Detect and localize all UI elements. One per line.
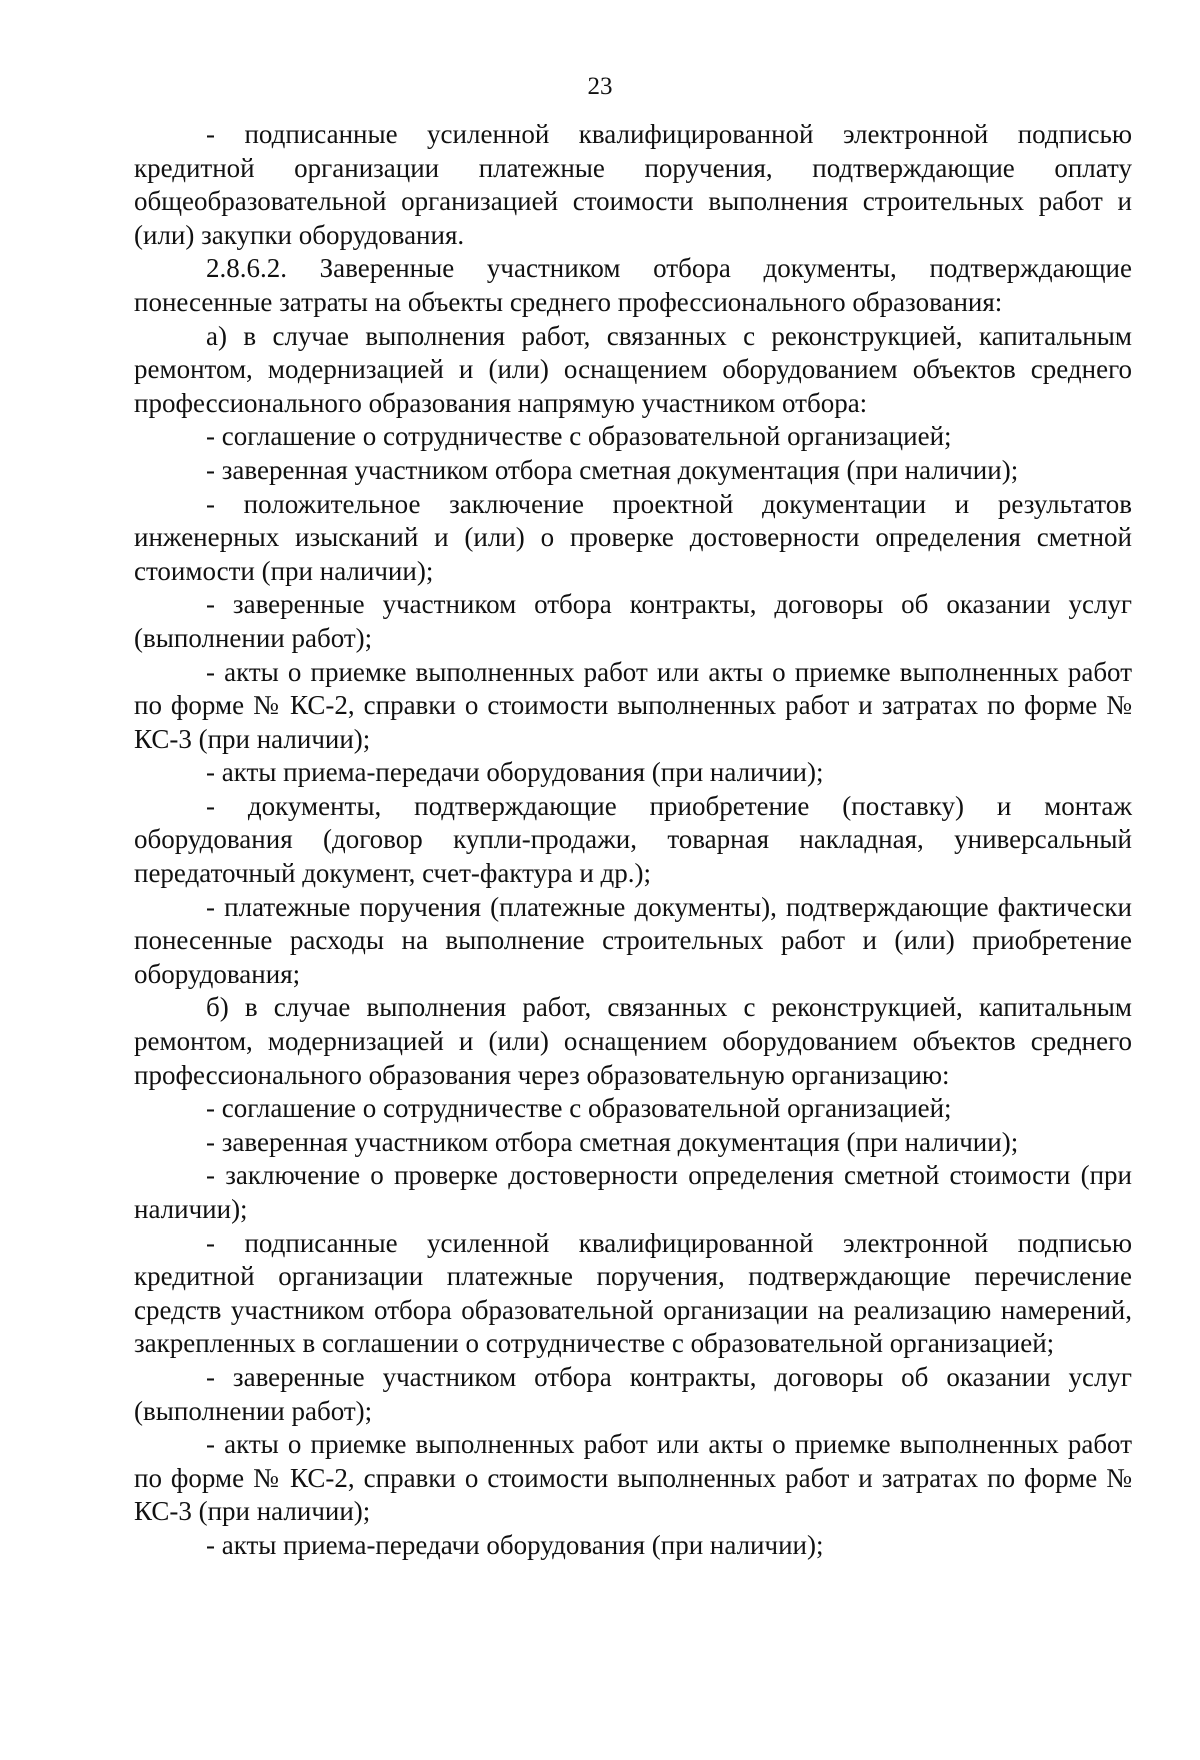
list-item-signed-payment-orders-b: - подписанные усиленной квалифицированной электронной подписью кредитной организации платежные поручения, подтверждающие перечисление средств участником отбора образовательной организации на реализацию намерений, закрепленных в соглашении о сотрудничестве с образовательной организацией; xyxy=(134,1227,1132,1359)
list-item-estimate-verification-b: - заключение о проверке достоверности определения сметной стоимости (при наличии); xyxy=(134,1160,1132,1224)
paragraph-section-2-8-6-2: 2.8.6.2. Заверенные участником отбора документы, подтверждающие понесенные затраты на объекты среднего профессионального образования: xyxy=(134,253,1132,317)
list-item-contracts-b: - заверенные участником отбора контракты, договоры об оказании услуг (выполнении работ); xyxy=(134,1361,1132,1426)
document-body xyxy=(134,118,1132,1563)
list-item-acceptance-acts: - акты о приемке выполненных работ или акты о приемке выполненных работ по форме № КС-2, справки о стоимости выполненных работ и затратах по форме № КС-3 (при наличии); xyxy=(134,656,1132,754)
list-item-estimate-documentation-b: - заверенная участником отбора сметная документация (при наличии); xyxy=(206,1126,1019,1157)
paragraph-case-b-through-organization: б) в случае выполнения работ, связанных с реконструкцией, капитальным ремонтом, модернизацией и (или) оснащением оборудованием объектов среднего профессионального образования через образовательную организацию: xyxy=(134,992,1132,1090)
list-item-equipment-transfer-acts: - акты приема-передачи оборудования (при наличии); xyxy=(206,757,824,788)
paragraph-case-a-direct: а) в случае выполнения работ, связанных с реконструкцией, капитальным ремонтом, модернизацией и (или) оснащением оборудованием объектов среднего профессионального образования напрямую участником отбора: xyxy=(134,320,1132,418)
list-item-cooperation-agreement-b: - соглашение о сотрудничестве с образовательной организацией; xyxy=(206,1093,952,1124)
list-item-positive-expert-conclusion: - положительное заключение проектной документации и результатов инженерных изысканий и (или) о проверке достоверности определения сметной стоимости (при наличии); xyxy=(134,488,1132,586)
paragraph-signed-payment-orders-general: - подписанные усиленной квалифицированной электронной подписью кредитной организации платежные поручения, подтверждающие оплату общеобразовательной организацией стоимости выполнения строительных работ и (или) закупки оборудования. xyxy=(134,119,1132,250)
list-item-cooperation-agreement: - соглашение о сотрудничестве с образовательной организацией; xyxy=(206,421,952,452)
page-number: 23 xyxy=(587,73,613,100)
list-item-equipment-purchase-documents: - документы, подтверждающие приобретение (поставку) и монтаж оборудования (договор купли-продажи, товарная накладная, универсальный передаточный документ, счет-фактура и др.); xyxy=(134,790,1132,889)
list-item-acceptance-acts-b: - акты о приемке выполненных работ или акты о приемке выполненных работ по форме № КС-2, справки о стоимости выполненных работ и затратах по форме № КС-3 (при наличии); xyxy=(134,1429,1132,1527)
list-item-contracts: - заверенные участником отбора контракты, договоры об оказании услуг (выполнении работ); xyxy=(134,589,1132,653)
list-item-equipment-transfer-acts-b: - акты приема-передачи оборудования (при наличии); xyxy=(206,1529,824,1560)
list-item-payment-orders: - платежные поручения (платежные документы), подтверждающие фактически понесенные расходы на выполнение строительных работ и (или) приобретение оборудования; xyxy=(134,891,1132,989)
list-item-estimate-documentation: - заверенная участником отбора сметная документация (при наличии); xyxy=(206,454,1019,485)
